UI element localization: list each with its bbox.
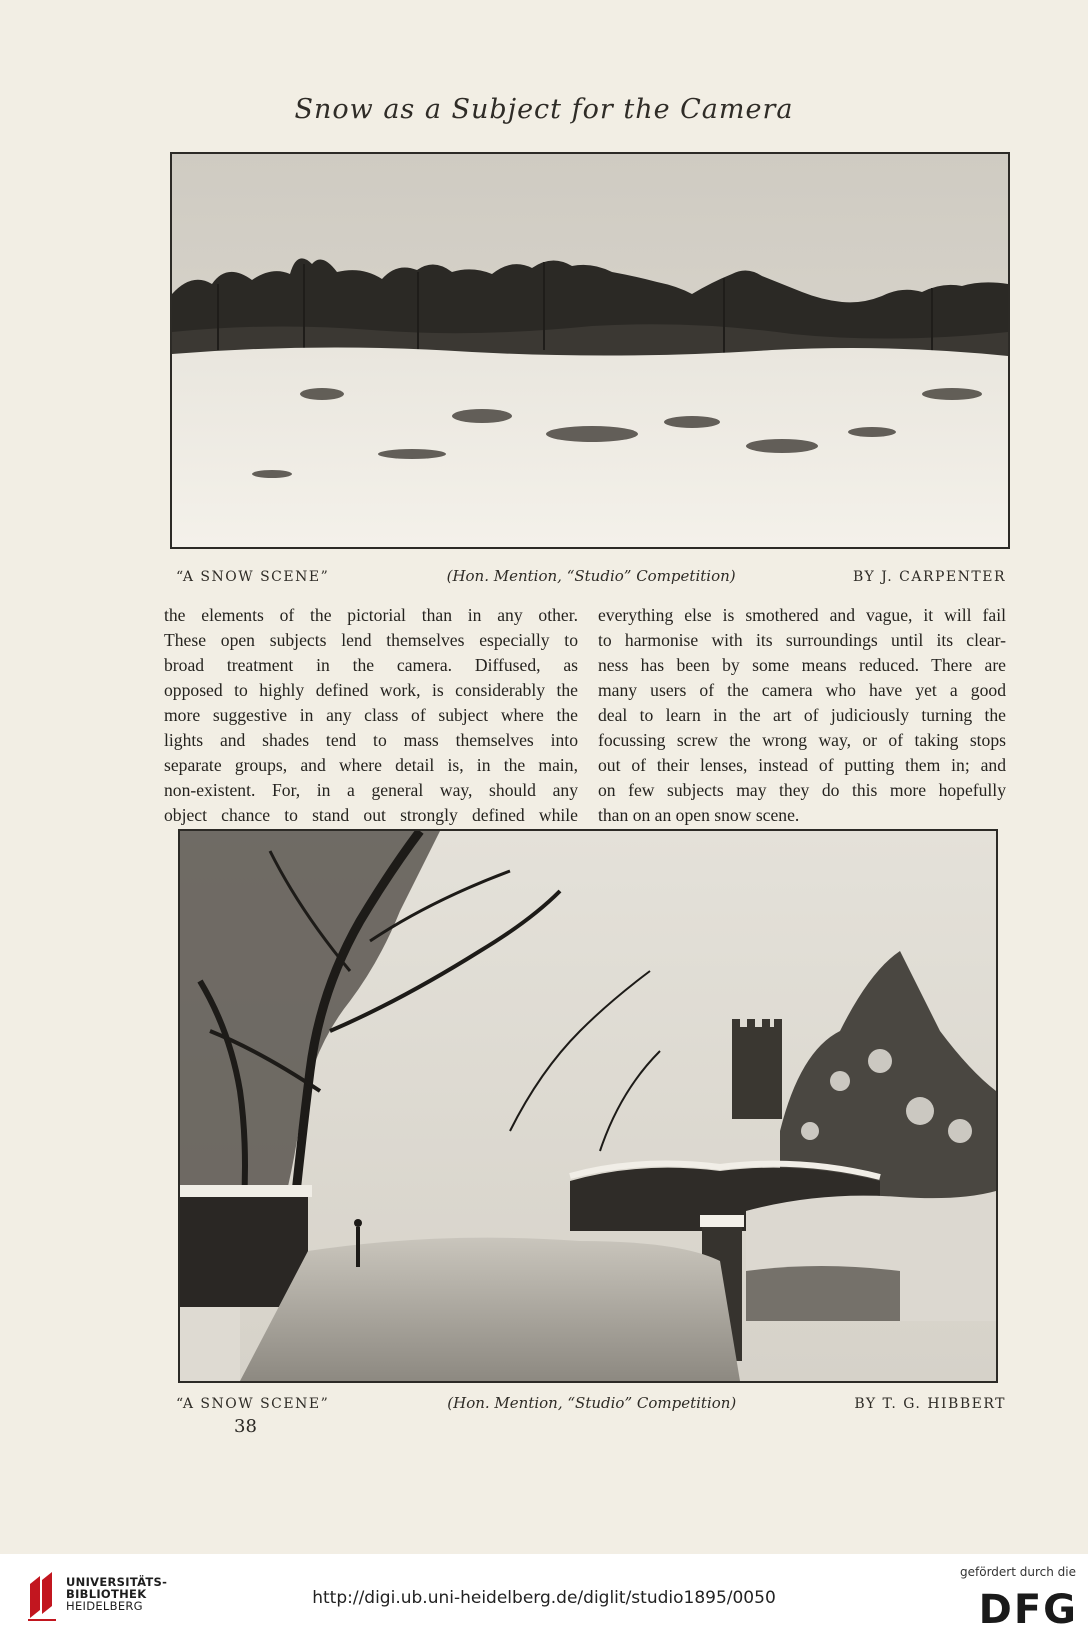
text-line: focussing screw the wrong way, or of taking stops — [598, 730, 1006, 750]
library-line: HEIDELBERG — [66, 1599, 143, 1613]
text-column-left — [164, 603, 578, 828]
text-line: lights and shades tend to mass themselves into — [164, 730, 578, 750]
text-line: separate groups, and where detail is, in the main, — [164, 755, 578, 775]
text-line: than on an open snow scene. — [598, 805, 800, 825]
text-line: on few subjects may they do this more hopefully — [598, 780, 1006, 800]
text-line: non-existent. For, in a general way, should any — [164, 780, 578, 800]
text-line: to harmonise with its surroundings until its clear- — [598, 630, 1006, 650]
text-line: ness has been by some means reduced. There are — [598, 655, 1006, 675]
text-line: These open subjects lend themselves especially to — [164, 630, 578, 650]
plate-1-caption — [176, 567, 1006, 585]
plate-2-caption — [176, 1394, 1006, 1412]
text-line: out of their lenses, instead of putting them in; and — [598, 755, 1006, 775]
text-line: deal to learn in the art of judiciously turning the — [598, 705, 1006, 725]
text-column-right — [598, 603, 1006, 828]
funded-by-label: gefördert durch die — [960, 1565, 1076, 1579]
text-line: more suggestive in any class of subject where the — [164, 705, 578, 725]
text-line: broad treatment in the camera. Diffused, as — [164, 655, 578, 675]
caption-title: “A SNOW SCENE” — [176, 1396, 330, 1412]
caption-credit: BY T. G. HIBBERT — [854, 1396, 1006, 1412]
text-line: opposed to highly defined work, is considerably the — [164, 680, 578, 700]
dfg-logo: DFG — [978, 1587, 1078, 1633]
text-line: many users of the camera who have yet a good — [598, 680, 1006, 700]
text-line: everything else is smothered and vague, it will fail — [598, 605, 1006, 625]
page-number: 38 — [234, 1416, 257, 1437]
caption-credit: BY J. CARPENTER — [852, 569, 1006, 585]
snow-landscape-photo — [170, 152, 1010, 549]
snow-church-photo — [178, 829, 998, 1383]
caption-note: (Hon. Mention, “Studio” Competition) — [447, 1394, 737, 1412]
text-line: object chance to stand out strongly defined while — [164, 805, 578, 825]
permalink[interactable]: http://digi.ub.uni-heidelberg.de/diglit/studio1895/0050 — [312, 1588, 776, 1608]
caption-note: (Hon. Mention, “Studio” Competition) — [446, 567, 736, 585]
library-line: BIBLIOTHEK — [66, 1587, 147, 1601]
text-line: the elements of the pictorial than in any other. — [164, 605, 578, 625]
caption-title: “A SNOW SCENE” — [176, 569, 330, 585]
library-line: UNIVERSITÄTS- — [66, 1575, 168, 1589]
running-head: Snow as a Subject for the Camera — [294, 94, 794, 125]
